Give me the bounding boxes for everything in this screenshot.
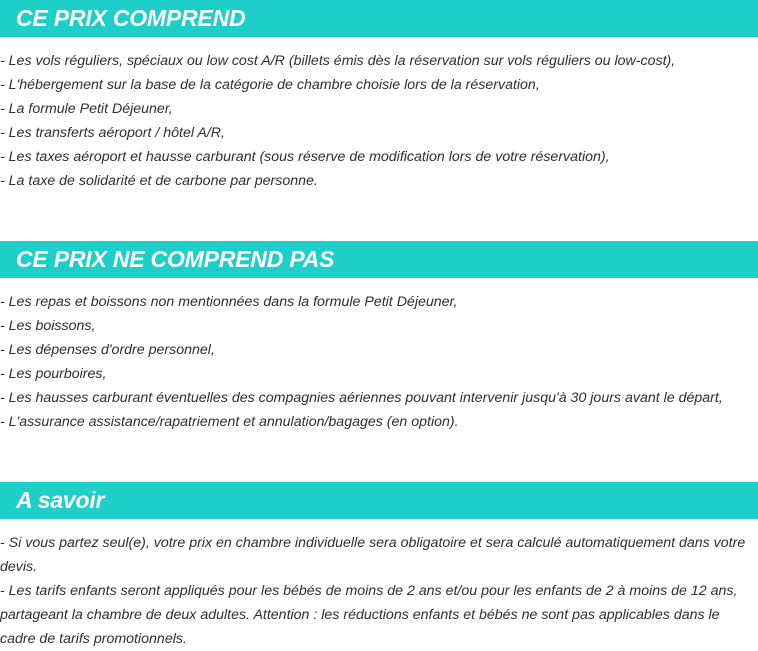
list-item: - Les hausses carburant éventuelles des compagnies aériennes pouvant intervenir jusqu'à 30 jours avant le départ, <box>0 390 723 406</box>
section-header <box>0 0 758 37</box>
list-item: - La formule Petit Déjeuner, <box>0 101 173 117</box>
section-title: A savoir <box>16 487 105 513</box>
list-item: - Les dépenses d'ordre personnel, <box>0 342 215 358</box>
list-item: - L'hébergement sur la base de la catégorie de chambre choisie lors de la réservation, <box>0 77 540 93</box>
section-body <box>0 278 758 434</box>
section-prix-ne-comprend-pas <box>0 241 758 434</box>
list-item: - Les vols réguliers, spéciaux ou low cost A/R (billets émis dès la réservation sur vols réguliers ou low-cost), <box>0 53 676 69</box>
list-item: - Les repas et boissons non mentionnées dans la formule Petit Déjeuner, <box>0 294 458 310</box>
section-header <box>0 482 758 519</box>
section-body <box>0 519 758 651</box>
section-title: CE PRIX NE COMPREND PAS <box>16 246 335 272</box>
list-item: - Les transferts aéroport / hôtel A/R, <box>0 125 225 141</box>
list-item: - La taxe de solidarité et de carbone par personne. <box>0 173 318 189</box>
section-prix-comprend <box>0 0 758 193</box>
list-item: - L'assurance assistance/rapatriement et annulation/bagages (en option). <box>0 414 459 430</box>
list-item: - Les pourboires, <box>0 366 107 382</box>
list-item: - Les taxes aéroport et hausse carburant (sous réserve de modification lors de votre réservation), <box>0 149 610 165</box>
section-body <box>0 37 758 193</box>
paragraph: - Si vous partez seul(e), votre prix en chambre individuelle sera obligatoire et sera calculé automatiquement dans votre devis. <box>0 535 746 575</box>
list-item: - Les boissons, <box>0 318 96 334</box>
paragraph: - Les tarifs enfants seront appliqués pour les bébés de moins de 2 ans et/ou pour les enfants de 2 à moins de 12 ans, partageant la chambre de deux adultes. Attention : les réductions enfants et bébés ne sont pas applicables dans le cadre de tarifs promotionnels. <box>0 583 738 647</box>
section-a-savoir <box>0 482 758 651</box>
section-title: CE PRIX COMPREND <box>16 5 246 31</box>
section-header <box>0 241 758 278</box>
